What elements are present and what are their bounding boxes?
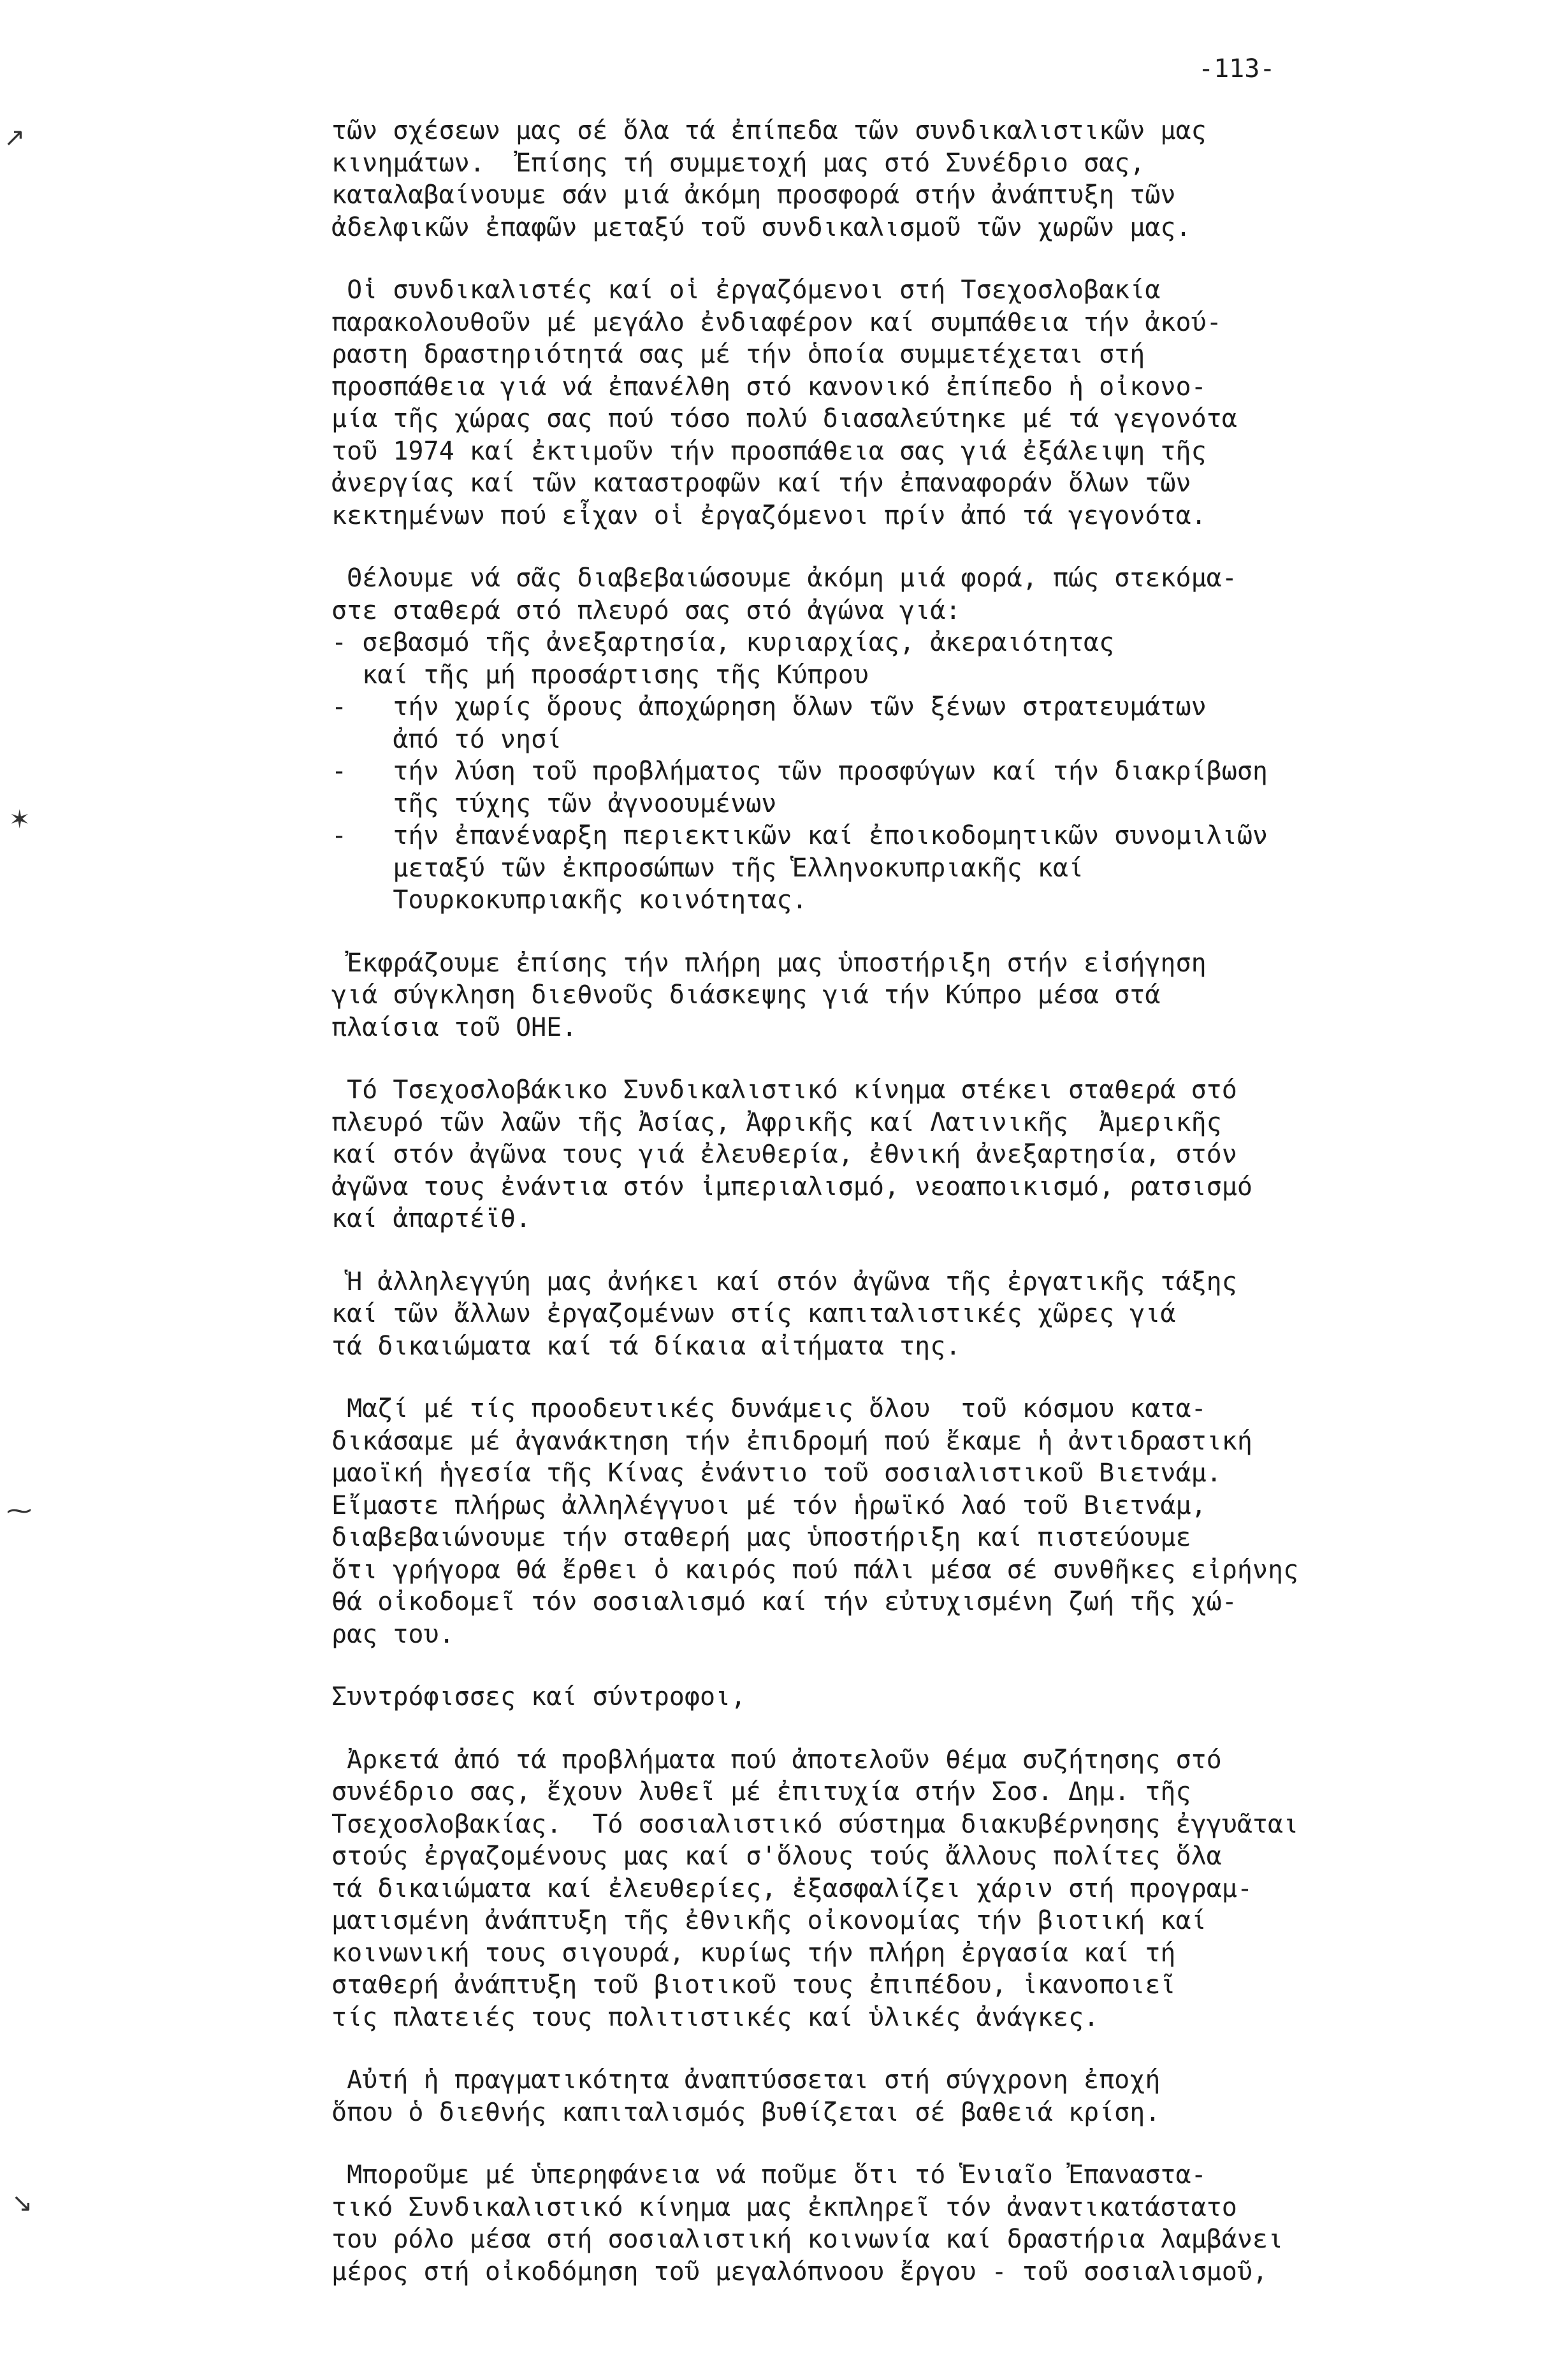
paragraph-5 — [331, 1074, 1543, 1235]
text-line: γιά σύγκληση διεθνοῦς διάσκεψης γιά τήν Κύπρο μέσα στά — [331, 980, 1161, 1010]
text-line: προσπάθεια γιά νά ἐπανέλθη στό κανονικό ἐπίπεδο ἡ οἰκονο- — [331, 372, 1207, 402]
text-line: τά δικαιώματα καί τά δίκαια αἰτήματα της. — [331, 1331, 961, 1361]
text-line: Ἐκφράζουμε ἐπίσης τήν πλήρη μας ὑποστήριξη στήν εἰσήγηση — [331, 948, 1207, 978]
text-line: κινημάτων. Ἐπίσης τή συμμετοχή μας στό Συνέδριο σας, — [331, 148, 1145, 178]
text-line: δικάσαμε μέ ἀγανάκτηση τήν ἐπιδρομή πού ἔκαμε ἡ ἀντιδραστική — [331, 1426, 1252, 1456]
margin-mark-icon: ↗ — [4, 123, 25, 152]
text-line: διαβεβαιώνουμε τήν σταθερή μας ὑποστήριξη καί πιστεύουμε — [331, 1523, 1191, 1552]
text-line: Τό Τσεχοσλοβάκικο Συνδικαλιστικό κίνημα στέκει σταθερά στό — [331, 1075, 1237, 1105]
text-line: ματισμένη ἀνάπτυξη τῆς ἐθνικῆς οἰκονομίας τήν βιοτική καί — [331, 1906, 1207, 1935]
text-line: καί στόν ἀγῶνα τους γιά ἐλευθερία, ἐθνική ἀνεξαρτησία, στόν — [331, 1140, 1237, 1169]
text-line: κεκτημένων πού εἶχαν οἱ ἐργαζόμενοι πρίν ἀπό τά γεγονότα. — [331, 500, 1207, 530]
text-line: Οἱ συνδικαλιστές καί οἱ ἐργαζόμενοι στή Τσεχοσλοβακία — [331, 275, 1161, 305]
paragraph-8 — [331, 1681, 1543, 1713]
text-line: του ρόλο μέσα στή σοσιαλιστική κοινωνία καί δραστήρια λαμβάνει — [331, 2225, 1284, 2254]
text-line: μέρος στή οἰκοδόμηση τοῦ μεγαλόπνοου ἔργου - τοῦ σοσιαλισμοῦ, — [331, 2257, 1268, 2286]
text-line: Μποροῦμε μέ ὑπερηφάνεια νά ποῦμε ὅτι τό Ἑνιαῖο Ἐπαναστα- — [331, 2160, 1207, 2190]
text-line: μία τῆς χώρας σας πού τόσο πολύ διασαλεύτηκε μέ τά γεγονότα — [331, 404, 1237, 433]
text-line: ἀγῶνα τους ἐνάντια στόν ἰμπεριαλισμό, νεοαποικισμό, ρατσισμό — [331, 1172, 1252, 1202]
text-line: τῶν σχέσεων μας σέ ὅλα τά ἐπίπεδα τῶν συνδικαλιστικῶν μας — [331, 116, 1207, 145]
text-line: ὅπου ὁ διεθνής καπιταλισμός βυθίζεται σέ βαθειά κρίση. — [331, 2097, 1161, 2127]
text-line: καί τῶν ἄλλων ἐργαζομένων στίς καπιταλιστικές χῶρες γιά — [331, 1299, 1176, 1328]
text-line: πλαίσια τοῦ ΟΗΕ. — [331, 1012, 577, 1042]
list-item: Τουρκοκυπριακῆς κοινότητας. — [331, 885, 808, 915]
text-line: τά δικαιώματα καί ἐλευθερίες, ἐξασφαλίζει χάριν στή προγραμ- — [331, 1873, 1252, 1903]
paragraph-6 — [331, 1266, 1543, 1363]
margin-mark-icon: ✶ — [9, 805, 31, 834]
paragraph-7 — [331, 1393, 1543, 1650]
salutation: Συντρόφισσες καί σύντροφοι, — [331, 1682, 746, 1712]
list-item: - τήν λύση τοῦ προβλήματος τῶν προσφύγων καί τήν διακρίβωση — [331, 757, 1268, 786]
text-line: συνέδριο σας, ἔχουν λυθεῖ μέ ἐπιτυχία στήν Σοσ. Δημ. τῆς — [331, 1777, 1191, 1807]
text-line: Μαζί μέ τίς προοδευτικές δυνάμεις ὅλου τοῦ κόσμου κατα- — [331, 1394, 1207, 1423]
paragraph-1 — [331, 115, 1543, 244]
page-number: -113- — [1198, 54, 1275, 84]
text-line: Ἀρκετά ἀπό τά προβλήματα πού ἀποτελοῦν θέμα συζήτησης στό — [331, 1745, 1222, 1775]
text-line: τίς πλατειές τους πολιτιστικές καί ὑλικές ἀνάγκες. — [331, 2002, 1100, 2032]
text-line: παρακολουθοῦν μέ μεγάλο ἐνδιαφέρον καί συμπάθεια τήν ἀκού- — [331, 307, 1222, 337]
text-line: ρας του. — [331, 1619, 454, 1649]
text-line: κοινωνική τους σιγουρά, κυρίως τήν πλήρη ἐργασία καί τή — [331, 1938, 1176, 1968]
paragraph-9 — [331, 1744, 1543, 2034]
text-line: τικό Συνδικαλιστικό κίνημα μας ἐκπληρεῖ τόν ἀναντικατάστατο — [331, 2192, 1237, 2222]
text-line: Ἡ ἀλληλεγγύη μας ἀνήκει καί στόν ἀγῶνα τῆς ἐργατικῆς τάξης — [331, 1267, 1237, 1297]
text-line: στε σταθερά στό πλευρό σας στό ἀγώνα γιά: — [331, 595, 961, 625]
list-item: τῆς τύχης τῶν ἀγνοουμένων — [331, 789, 777, 818]
text-line: ραστη δραστηριότητά σας μέ τήν ὁποία συμμετέχεται στή — [331, 340, 1145, 369]
list-item: μεταξύ τῶν ἐκπροσώπων τῆς Ἑλληνοκυπριακῆς καί — [331, 853, 1084, 883]
document-body — [331, 115, 1543, 2318]
list-item: - σεβασμό τῆς ἀνεξαρτησία, κυριαρχίας, ἀκεραιότητας — [331, 628, 1115, 657]
margin-mark-icon: ⁓ — [6, 1496, 32, 1525]
text-line: Θέλουμε νά σᾶς διαβεβαιώσουμε ἀκόμη μιά φορά, πώς στεκόμα- — [331, 563, 1237, 593]
text-line: καταλαβαίνουμε σάν μιά ἀκόμη προσφορά στήν ἀνάπτυξη τῶν — [331, 180, 1176, 210]
text-line: ἀδελφικῶν ἐπαφῶν μεταξύ τοῦ συνδικαλισμοῦ τῶν χωρῶν μας. — [331, 212, 1191, 242]
text-line: ἀνεργίας καί τῶν καταστροφῶν καί τήν ἐπαναφοράν ὅλων τῶν — [331, 469, 1191, 498]
paragraph-2 — [331, 274, 1543, 532]
margin-mark-icon: ↘ — [11, 2188, 33, 2218]
bullet-list — [331, 627, 1543, 917]
list-item: καί τῆς μή προσάρτισης τῆς Κύπρου — [331, 660, 869, 690]
text-line: Τσεχοσλοβακίας. Τό σοσιαλιστικό σύστημα διακυβέρνησης ἐγγυᾶται — [331, 1809, 1299, 1839]
text-line: στούς ἐργαζομένους μας καί σ'ὅλους τούς ἄλλους πολίτες ὅλα — [331, 1842, 1222, 1871]
text-line: σταθερή ἀνάπτυξη τοῦ βιοτικοῦ τους ἐπιπέδου, ἱκανοποιεῖ — [331, 1970, 1176, 2000]
paragraph-3 — [331, 562, 1543, 917]
text-line: ὅτι γρήγορα θά ἔρθει ὁ καιρός πού πάλι μέσα σέ συνθῆκες εἰρήνης — [331, 1555, 1299, 1585]
text-line: τοῦ 1974 καί ἐκτιμοῦν τήν προσπάθεια σας γιά ἐξάλειψη τῆς — [331, 436, 1207, 466]
list-item: - τήν χωρίς ὅρους ἀποχώρηση ὅλων τῶν ξένων στρατευμάτων — [331, 692, 1207, 722]
text-line: Αὐτή ἡ πραγματικότητα ἀναπτύσσεται στή σύγχρονη ἐποχή — [331, 2065, 1161, 2095]
text-line: πλευρό τῶν λαῶν τῆς Ἀσίας, Ἀφρικῆς καί Λατινικῆς Ἀμερικῆς — [331, 1107, 1222, 1137]
paragraph-11 — [331, 2159, 1543, 2288]
text-line: μαοϊκή ἡγεσία τῆς Κίνας ἐνάντιο τοῦ σοσιαλιστικοῦ Βιετνάμ. — [331, 1458, 1222, 1488]
paragraph-10 — [331, 2064, 1543, 2128]
paragraph-4 — [331, 947, 1543, 1044]
text-line: καί ἀπαρτέϊθ. — [331, 1204, 532, 1233]
text-line: Εἴμαστε πλήρως ἀλληλέγγυοι μέ τόν ἡρωϊκό λαό τοῦ Βιετνάμ, — [331, 1490, 1207, 1520]
list-item: - τήν ἐπανέναρξη περιεκτικῶν καί ἐποικοδομητικῶν συνομιλιῶν — [331, 821, 1268, 850]
text-line: θά οἰκοδομεῖ τόν σοσιαλισμό καί τήν εὐτυχισμένη ζωή τῆς χώ- — [331, 1587, 1237, 1617]
list-item: ἀπό τό νησί — [331, 724, 562, 754]
